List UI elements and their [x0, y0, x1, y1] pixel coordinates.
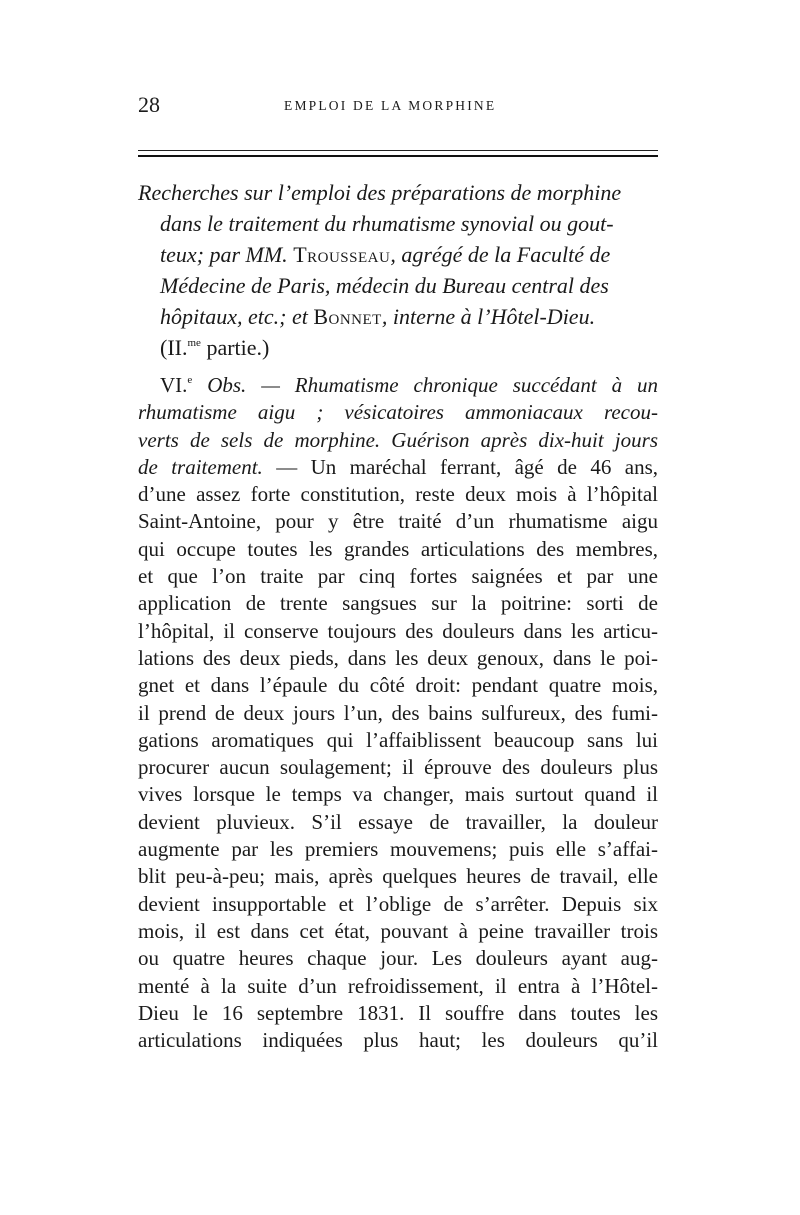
part-number: (II. — [160, 335, 188, 360]
observation-title: — Rhumatisme chronique succédant à un — [246, 373, 658, 397]
header-rule-thin — [138, 150, 658, 151]
observation-title-line — [138, 372, 658, 399]
text-line: Dieu le 16 septembre 1831. Il souffre dans toutes les — [138, 1000, 658, 1025]
text-line: qui occupe toutes les grandes articulations des membres, — [138, 536, 658, 561]
heading-text: , interne à l’Hôtel-Dieu. — [381, 304, 596, 329]
header-rule-thick — [138, 155, 658, 157]
text-line: devient insupportable et l’oblige de s’arrêter. Depuis six — [138, 891, 658, 916]
heading-line: Médecine de Paris, médecin du Bureau central des — [160, 273, 609, 298]
heading-text: , agrégé de la Faculté de — [390, 242, 611, 267]
text-line: articulations indiquées plus haut; les douleurs qu’il — [138, 1028, 658, 1053]
observation-title: verts de sels de morphine. Guérison après dix-huit jours — [138, 427, 658, 452]
text-line: gnet et dans l’épaule du côté droit: pendant quatre mois, — [138, 673, 658, 698]
author-name: Bonnet — [313, 304, 382, 329]
heading-line — [138, 301, 658, 332]
running-head — [138, 92, 658, 122]
text-line: application de trente sangsues sur la poitrine: sorti de — [138, 591, 658, 616]
observation-label: Obs. — [192, 373, 247, 397]
text-line: augmente par les premiers mouvemens; puis elle s’affai- — [138, 837, 658, 862]
observation-title: de traitement. — [138, 454, 263, 479]
text-line: d’une assez forte constitution, reste deux mois à l’hôpital — [138, 482, 658, 507]
observation-title-line — [138, 427, 658, 454]
text-line: devient pluvieux. S’il essaye de travailler, la douleur — [138, 809, 658, 834]
running-title: EMPLOI DE LA MORPHINE — [284, 98, 497, 113]
text-line: il prend de deux jours l’un, des bains sulfureux, des fumi- — [138, 700, 658, 725]
text-line: ou quatre heures chaque jour. Les douleurs ayant aug- — [138, 946, 658, 971]
text-line: procurer aucun soulagement; il éprouve des douleurs plus — [138, 755, 658, 780]
part-text: partie.) — [200, 335, 270, 360]
heading-text: teux; par MM. — [160, 242, 294, 267]
text-line: mois, il est dans cet état, pouvant à peine travailler trois — [138, 918, 658, 943]
text-span: — Un maréchal ferrant, âgé de 46 ans, — [262, 454, 658, 479]
part-label — [138, 332, 658, 363]
heading-line: dans le traitement du rhumatisme synovial ou gout- — [160, 211, 614, 236]
article-heading — [138, 177, 658, 363]
part-superscript: me — [187, 337, 201, 349]
text-line: l’hôpital, il conserve toujours des douleurs dans les articu- — [138, 618, 658, 643]
text-line: et que l’on traite par cinq fortes saignées et par une — [138, 564, 658, 589]
text-line: menté à la suite d’un refroidissement, il entra à l’Hôtel- — [138, 973, 658, 998]
heading-line: Recherches sur l’emploi des préparations de morphine — [138, 180, 622, 205]
text-line: blit peu-à-peu; mais, après quelques heures de travail, elle — [138, 864, 658, 889]
observation-superscript: e — [187, 374, 193, 386]
author-name: Trousseau — [293, 242, 391, 267]
observation-title: rhumatisme aigu ; vésicatoires ammoniacaux recou- — [138, 400, 658, 425]
book-page — [138, 92, 658, 1053]
heading-line — [138, 239, 658, 270]
text-line: vives lorsque le temps va changer, mais surtout quand il — [138, 782, 658, 807]
observation-number: VI. — [160, 373, 188, 397]
text-line: Saint-Antoine, pour y être traité d’un rhumatisme aigu — [138, 509, 658, 534]
observation-text — [138, 372, 658, 1054]
text-line — [138, 454, 658, 481]
heading-text: hôpitaux, etc.; et — [160, 304, 314, 329]
observation-title-line — [138, 399, 658, 426]
text-line: gations aromatiques qui l’affaiblissent beaucoup sans lui — [138, 727, 658, 752]
text-line: lations des deux pieds, dans les deux genoux, dans le poi- — [138, 645, 658, 670]
page-number: 28 — [138, 92, 160, 117]
